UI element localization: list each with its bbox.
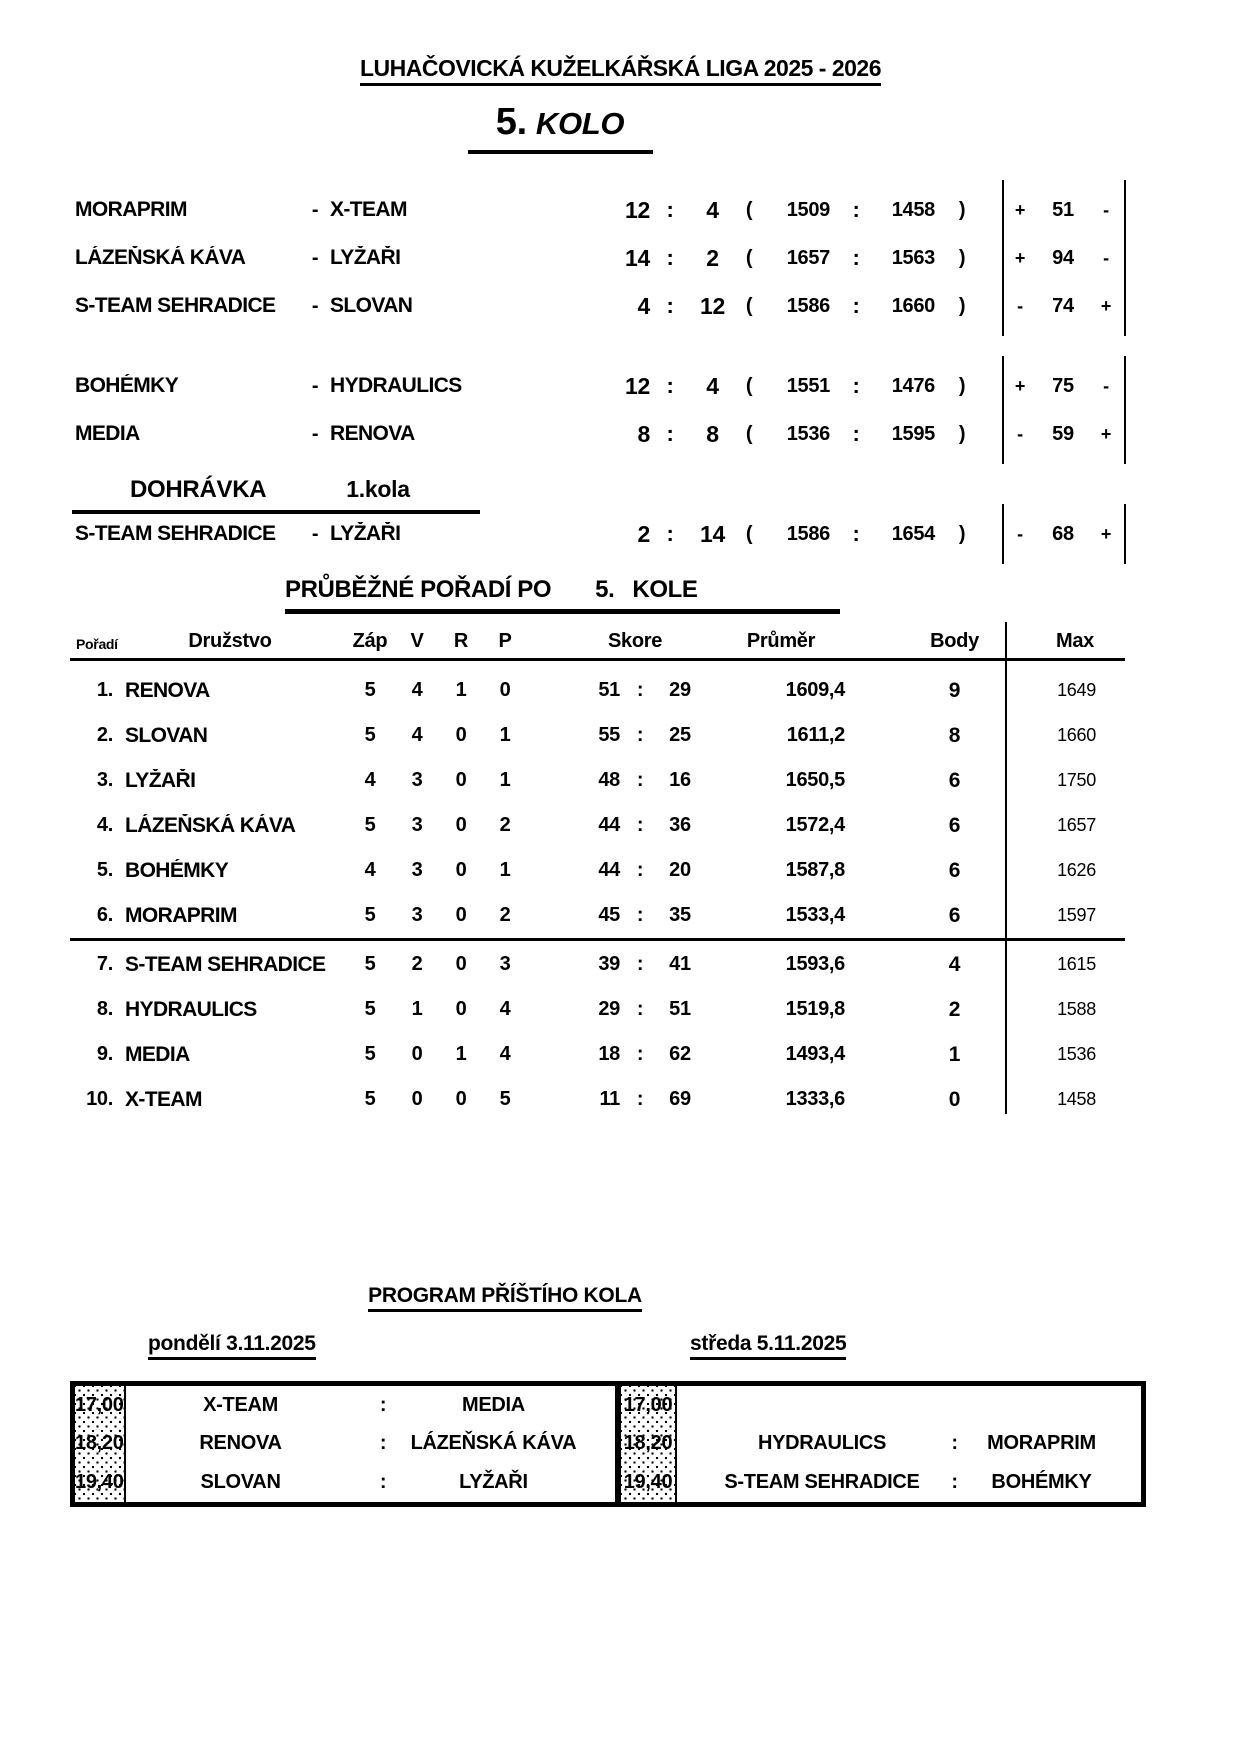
schedule-rows xyxy=(677,1386,1141,1502)
pins-home: 1657 xyxy=(786,246,830,269)
column-header-average: Průměr xyxy=(746,630,816,652)
open-paren: ( xyxy=(745,246,753,269)
close-paren: ) xyxy=(958,374,966,397)
day-label-wednesday: středa 5.11.2025 xyxy=(690,1332,846,1356)
away-team: X-TEAM xyxy=(330,198,407,221)
points: 6 xyxy=(948,813,961,837)
home-team: X-TEAM xyxy=(203,1393,278,1416)
diff-sign-right: + xyxy=(1100,523,1112,544)
close-paren: ) xyxy=(958,246,966,269)
time: 19,40 xyxy=(623,1471,673,1494)
column-header-wins: V xyxy=(410,630,424,652)
standings-underline xyxy=(285,609,840,614)
diff-value: 94 xyxy=(1052,246,1074,269)
max: 1660 xyxy=(1057,725,1096,745)
losses: 3 xyxy=(499,953,511,975)
games: 5 xyxy=(364,814,376,836)
score-home: 12 xyxy=(625,196,650,223)
match-row xyxy=(0,362,1241,410)
home-team: S-TEAM SEHRADICE xyxy=(75,294,276,317)
max: 1536 xyxy=(1057,1044,1096,1064)
match-group-1 xyxy=(0,186,1241,330)
games: 5 xyxy=(364,724,376,746)
schedule-monday xyxy=(75,1386,621,1502)
diff-value: 74 xyxy=(1052,294,1074,317)
pins-colon: : xyxy=(852,521,860,546)
pins-away: 1654 xyxy=(891,522,935,545)
team: MEDIA xyxy=(125,1042,190,1066)
program-title xyxy=(0,1284,1010,1308)
diff-right-rule xyxy=(1124,504,1126,564)
open-paren: ( xyxy=(745,374,753,397)
score-for: 44 xyxy=(598,859,620,881)
open-paren: ( xyxy=(745,294,753,317)
round-underline xyxy=(468,150,653,154)
home-team: MORAPRIM xyxy=(75,198,187,221)
pins-colon: : xyxy=(852,245,860,270)
games: 5 xyxy=(364,679,376,701)
score-for: 44 xyxy=(598,814,620,836)
schedule-wednesday xyxy=(621,1386,1141,1502)
score-away: 2 xyxy=(706,244,719,271)
away-team: BOHÉMKY xyxy=(991,1471,1092,1494)
games: 5 xyxy=(364,1088,376,1110)
games: 4 xyxy=(364,769,376,791)
score-colon: : xyxy=(636,814,644,836)
round-number: 5. xyxy=(495,101,527,143)
score-for: 51 xyxy=(598,679,620,701)
column-header-team: Družstvo xyxy=(188,630,272,652)
round-title xyxy=(0,101,1120,144)
draws: 0 xyxy=(455,1088,467,1110)
diff-right-rule xyxy=(1124,180,1126,336)
rank: 6. xyxy=(96,904,113,926)
versus-colon: : xyxy=(951,1471,958,1494)
pins-away: 1458 xyxy=(891,198,935,221)
open-paren: ( xyxy=(745,198,753,221)
rank: 2. xyxy=(96,724,113,746)
pins-away: 1595 xyxy=(891,422,935,445)
table-row xyxy=(0,848,1241,893)
schedule-row xyxy=(677,1425,1141,1464)
match-row xyxy=(0,234,1241,282)
table-row xyxy=(0,942,1241,987)
score-home: 4 xyxy=(637,292,650,319)
rank: 7. xyxy=(96,953,113,975)
schedule-row xyxy=(126,1425,672,1464)
score-colon: : xyxy=(636,953,644,975)
score-colon: : xyxy=(666,245,674,270)
team: MORAPRIM xyxy=(125,903,237,927)
wins: 3 xyxy=(411,814,423,836)
schedule-rows xyxy=(126,1386,672,1502)
diff-sign-right: - xyxy=(1103,199,1109,220)
score-for: 11 xyxy=(599,1088,620,1110)
losses: 2 xyxy=(499,904,511,926)
wins: 3 xyxy=(411,859,423,881)
score-for: 39 xyxy=(598,953,620,975)
dohravka-subtitle: 1.kola xyxy=(346,476,410,502)
close-paren: ) xyxy=(958,422,966,445)
pins-away: 1660 xyxy=(891,294,935,317)
program-title-text: PROGRAM PŘÍŠTÍHO KOLA xyxy=(368,1284,642,1312)
wins: 4 xyxy=(411,679,423,701)
points: 6 xyxy=(948,858,961,882)
table-header-rule xyxy=(70,658,1125,661)
time: 17,00 xyxy=(623,1393,673,1416)
score-for: 18 xyxy=(598,1043,620,1065)
points: 6 xyxy=(948,903,961,927)
table-row xyxy=(0,1032,1241,1077)
team: X-TEAM xyxy=(125,1087,202,1111)
diff-value: 75 xyxy=(1052,374,1074,397)
away-team: MEDIA xyxy=(461,1393,525,1416)
home-team: RENOVA xyxy=(199,1432,282,1455)
score-away: 14 xyxy=(700,520,725,547)
score-against: 29 xyxy=(669,679,691,701)
wins: 4 xyxy=(411,724,423,746)
pins-colon: : xyxy=(852,421,860,446)
table-row xyxy=(0,668,1241,713)
pins-home: 1586 xyxy=(786,294,830,317)
wins: 2 xyxy=(411,953,423,975)
score-home: 2 xyxy=(637,520,650,547)
points: 2 xyxy=(948,997,961,1021)
team: HYDRAULICS xyxy=(125,997,257,1021)
score-against: 20 xyxy=(669,859,691,881)
dash-separator: - xyxy=(311,198,319,221)
away-team: SLOVAN xyxy=(330,294,413,317)
match-group-2 xyxy=(0,362,1241,458)
max: 1597 xyxy=(1057,905,1096,925)
draws: 0 xyxy=(455,953,467,975)
table-row xyxy=(0,1077,1241,1122)
losses: 4 xyxy=(499,998,511,1020)
score-colon: : xyxy=(666,293,674,318)
standings-rows-top xyxy=(0,668,1241,938)
versus-colon: : xyxy=(379,1432,387,1455)
diff-left-rule xyxy=(1002,504,1004,564)
schedule-row xyxy=(126,1386,672,1425)
diff-value: 68 xyxy=(1052,522,1074,545)
open-paren: ( xyxy=(745,422,753,445)
day-label-monday: pondělí 3.11.2025 xyxy=(148,1332,316,1356)
away-team: RENOVA xyxy=(330,422,415,445)
away-team: MORAPRIM xyxy=(987,1432,1096,1455)
column-header-losses: P xyxy=(498,630,512,652)
score-against: 35 xyxy=(669,904,691,926)
draws: 0 xyxy=(455,904,467,926)
team: LYŽAŘI xyxy=(125,768,196,792)
score-colon: : xyxy=(666,197,674,222)
average: 1587,8 xyxy=(785,859,845,881)
score-against: 16 xyxy=(669,769,691,791)
games: 4 xyxy=(364,859,376,881)
max: 1657 xyxy=(1057,815,1096,835)
standings-title-round: 5. xyxy=(595,576,615,603)
score-for: 29 xyxy=(598,998,620,1020)
average: 1493,4 xyxy=(785,1043,845,1065)
score-for: 55 xyxy=(598,724,620,746)
column-header-games: Záp xyxy=(352,630,388,652)
diff-sign-right: - xyxy=(1103,375,1109,396)
time: 17,00 xyxy=(75,1393,124,1416)
losses: 1 xyxy=(499,724,511,746)
time: 18,20 xyxy=(623,1432,673,1455)
rank: 3. xyxy=(96,769,113,791)
diff-sign-right: + xyxy=(1100,295,1112,316)
max: 1626 xyxy=(1057,860,1096,880)
away-team: LYŽAŘI xyxy=(459,1471,528,1494)
diff-sign-left: - xyxy=(1017,423,1023,444)
score-colon: : xyxy=(636,1088,644,1110)
max: 1588 xyxy=(1057,999,1096,1019)
score-colon: : xyxy=(636,859,644,881)
wins: 3 xyxy=(411,904,423,926)
score-against: 25 xyxy=(669,724,691,746)
dash-separator: - xyxy=(311,294,319,317)
score-colon: : xyxy=(666,373,674,398)
close-paren: ) xyxy=(958,198,966,221)
open-paren: ( xyxy=(745,522,753,545)
standings-title xyxy=(285,576,697,604)
draws: 0 xyxy=(455,998,467,1020)
average: 1533,4 xyxy=(785,904,845,926)
dash-separator: - xyxy=(311,422,319,445)
column-header-points: Body xyxy=(930,630,979,652)
team: S-TEAM SEHRADICE xyxy=(125,952,326,976)
score-away: 4 xyxy=(706,372,719,399)
column-header-max: Max xyxy=(1055,630,1094,652)
match-row xyxy=(0,510,1241,558)
score-colon: : xyxy=(636,1043,644,1065)
rank: 8. xyxy=(96,998,113,1020)
pins-home: 1586 xyxy=(786,522,830,545)
rank: 10. xyxy=(86,1088,113,1110)
points: 1 xyxy=(948,1042,961,1066)
diff-left-rule xyxy=(1002,180,1004,336)
round-word: KOLO xyxy=(535,106,625,141)
league-title xyxy=(0,55,1241,82)
pins-colon: : xyxy=(852,197,860,222)
diff-sign-left: + xyxy=(1014,247,1026,268)
points: 8 xyxy=(948,723,961,747)
diff-sign-left: + xyxy=(1014,199,1026,220)
score-for: 45 xyxy=(598,904,620,926)
losses: 5 xyxy=(499,1088,511,1110)
home-team: LÁZEŇSKÁ KÁVA xyxy=(75,246,246,269)
schedule-box xyxy=(70,1381,1146,1507)
average: 1650,5 xyxy=(785,769,845,791)
dash-separator: - xyxy=(311,374,319,397)
dohravka-title-text: DOHRÁVKA xyxy=(130,476,267,503)
standings-title-suffix: KOLE xyxy=(632,576,698,603)
losses: 2 xyxy=(499,814,511,836)
score-against: 41 xyxy=(669,953,691,975)
league-title-text: LUHAČOVICKÁ KUŽELKÁŘSKÁ LIGA 2025 - 2026 xyxy=(360,55,881,86)
max: 1649 xyxy=(1057,680,1096,700)
max: 1750 xyxy=(1057,770,1096,790)
pins-away: 1476 xyxy=(891,374,935,397)
diff-sign-right: + xyxy=(1100,423,1112,444)
score-against: 69 xyxy=(669,1088,691,1110)
average: 1519,8 xyxy=(785,998,845,1020)
standings-rows-bottom xyxy=(0,942,1241,1122)
dash-separator: - xyxy=(311,522,319,545)
score-against: 36 xyxy=(669,814,691,836)
table-separator-rule xyxy=(70,938,1125,941)
home-team: S-TEAM SEHRADICE xyxy=(75,522,276,545)
score-colon: : xyxy=(636,679,644,701)
score-colon: : xyxy=(636,769,644,791)
average: 1593,6 xyxy=(785,953,845,975)
time: 19,40 xyxy=(75,1471,124,1494)
diff-value: 51 xyxy=(1052,198,1074,221)
close-paren: ) xyxy=(958,294,966,317)
versus-colon: : xyxy=(951,1432,958,1455)
losses: 1 xyxy=(499,859,511,881)
pins-home: 1536 xyxy=(786,422,830,445)
home-team: MEDIA xyxy=(75,422,140,445)
away-team: HYDRAULICS xyxy=(330,374,462,397)
home-team: SLOVAN xyxy=(200,1471,281,1494)
games: 5 xyxy=(364,904,376,926)
score-against: 51 xyxy=(669,998,691,1020)
score-colon: : xyxy=(636,998,644,1020)
points: 4 xyxy=(948,952,961,976)
wins: 0 xyxy=(411,1088,423,1110)
rank: 1. xyxy=(96,679,113,701)
average: 1609,4 xyxy=(785,679,845,701)
losses: 1 xyxy=(499,769,511,791)
pins-colon: : xyxy=(852,293,860,318)
score-colon: : xyxy=(666,521,674,546)
losses: 0 xyxy=(499,679,511,701)
draws: 1 xyxy=(455,1043,467,1065)
points: 0 xyxy=(948,1087,961,1111)
average: 1333,6 xyxy=(785,1088,845,1110)
rank: 5. xyxy=(96,859,113,881)
team: LÁZEŇSKÁ KÁVA xyxy=(125,813,296,837)
close-paren: ) xyxy=(958,522,966,545)
home-team: S-TEAM SEHRADICE xyxy=(724,1471,920,1494)
away-team: LYŽAŘI xyxy=(330,246,401,269)
pins-home: 1509 xyxy=(786,198,830,221)
average: 1611,2 xyxy=(786,724,845,746)
score-for: 48 xyxy=(598,769,620,791)
column-header-score: Skore xyxy=(607,630,663,652)
score-colon: : xyxy=(636,904,644,926)
diff-sign-left: + xyxy=(1014,375,1026,396)
schedule-row xyxy=(677,1386,1141,1425)
losses: 4 xyxy=(499,1043,511,1065)
games: 5 xyxy=(364,953,376,975)
pins-home: 1551 xyxy=(786,374,830,397)
draws: 1 xyxy=(455,679,467,701)
diff-sign-right: - xyxy=(1103,247,1109,268)
wins: 3 xyxy=(411,769,423,791)
time-column xyxy=(621,1386,677,1502)
column-header-rank: Pořadí xyxy=(76,636,118,652)
versus-colon: : xyxy=(379,1393,387,1416)
diff-left-rule xyxy=(1002,356,1004,464)
away-team: LYŽAŘI xyxy=(330,522,401,545)
diff-value: 59 xyxy=(1052,422,1074,445)
diff-sign-left: - xyxy=(1017,295,1023,316)
diff-right-rule xyxy=(1124,356,1126,464)
average: 1572,4 xyxy=(785,814,845,836)
match-row xyxy=(0,410,1241,458)
home-team: BOHÉMKY xyxy=(75,374,179,397)
versus-colon: : xyxy=(379,1471,387,1494)
table-row xyxy=(0,987,1241,1032)
pins-colon: : xyxy=(852,373,860,398)
draws: 0 xyxy=(455,814,467,836)
rank: 4. xyxy=(96,814,113,836)
column-header-draws: R xyxy=(453,630,469,652)
table-row xyxy=(0,803,1241,848)
table-row xyxy=(0,713,1241,758)
games: 5 xyxy=(364,1043,376,1065)
score-home: 12 xyxy=(625,372,650,399)
score-home: 14 xyxy=(625,244,650,271)
dohravka-title xyxy=(130,476,410,504)
wins: 1 xyxy=(411,998,423,1020)
dash-separator: - xyxy=(311,246,319,269)
score-colon: : xyxy=(666,421,674,446)
pins-away: 1563 xyxy=(891,246,935,269)
diff-sign-left: - xyxy=(1017,523,1023,544)
schedule-row xyxy=(126,1463,672,1502)
time: 18,20 xyxy=(75,1432,124,1455)
points: 9 xyxy=(948,678,961,702)
score-away: 12 xyxy=(700,292,725,319)
home-team: HYDRAULICS xyxy=(757,1432,887,1455)
team: RENOVA xyxy=(125,678,210,702)
score-home: 8 xyxy=(637,420,650,447)
score-colon: : xyxy=(636,724,644,746)
standings-title-main: PRŮBĚŽNÉ POŘADÍ PO xyxy=(285,576,552,603)
dohravka-match-group xyxy=(0,510,1241,558)
away-team: LÁZEŇSKÁ KÁVA xyxy=(410,1432,577,1455)
table-row xyxy=(0,758,1241,803)
score-against: 62 xyxy=(669,1043,691,1065)
team: BOHÉMKY xyxy=(125,858,229,882)
score-away: 4 xyxy=(706,196,719,223)
match-row xyxy=(0,282,1241,330)
games: 5 xyxy=(364,998,376,1020)
match-row xyxy=(0,186,1241,234)
points: 6 xyxy=(948,768,961,792)
draws: 0 xyxy=(455,769,467,791)
score-away: 8 xyxy=(706,420,719,447)
schedule-row xyxy=(677,1463,1141,1502)
team: SLOVAN xyxy=(125,723,208,747)
wins: 0 xyxy=(411,1043,423,1065)
draws: 0 xyxy=(455,859,467,881)
max: 1615 xyxy=(1057,954,1096,974)
table-row xyxy=(0,893,1241,938)
time-column xyxy=(75,1386,126,1502)
rank: 9. xyxy=(96,1043,113,1065)
max: 1458 xyxy=(1057,1089,1096,1109)
draws: 0 xyxy=(455,724,467,746)
